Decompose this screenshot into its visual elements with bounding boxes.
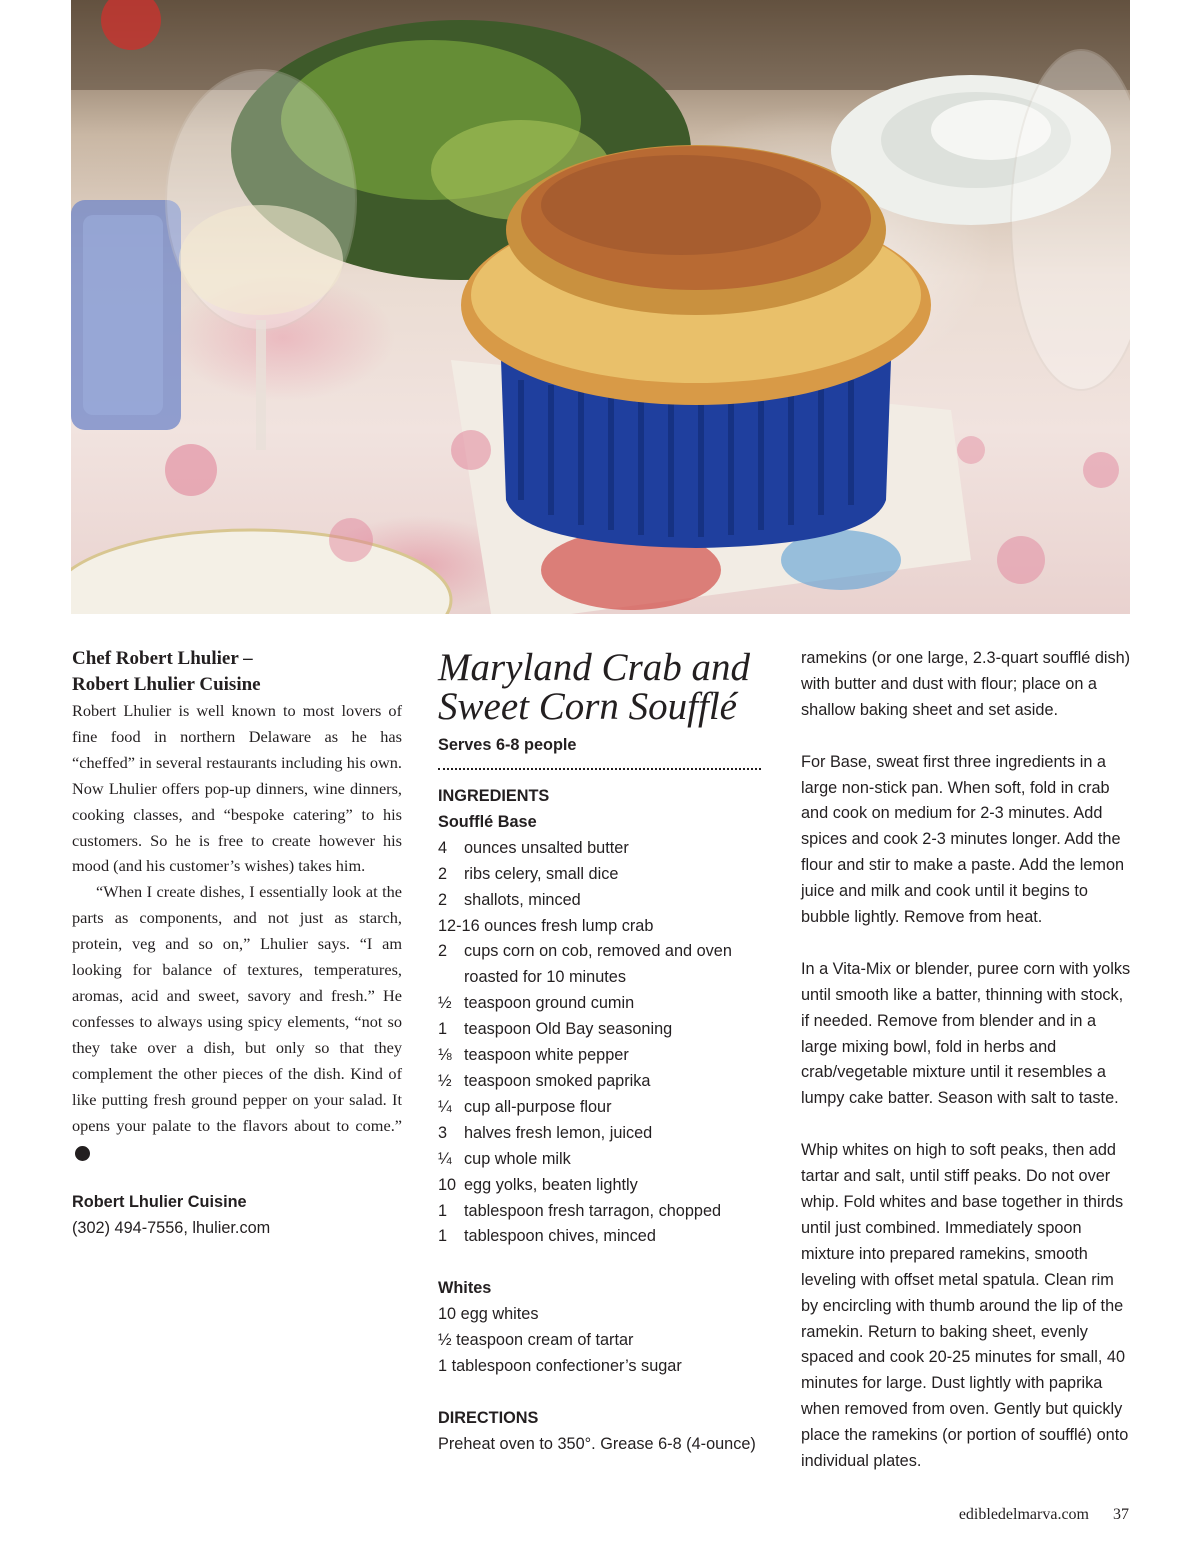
- ingredient-item: [438, 914, 763, 940]
- ingredient-item: [438, 1147, 763, 1173]
- souffle-base-heading: Soufflé Base: [438, 812, 537, 831]
- directions-column: [801, 646, 1131, 1501]
- ingredient-quantity: 2: [438, 890, 448, 909]
- ingredient-quantity: 4: [438, 838, 448, 857]
- chef-heading: [72, 646, 402, 698]
- ingredient-quantity: 1: [438, 1020, 448, 1039]
- souffle-illustration: [71, 0, 1130, 614]
- directions-heading: DIRECTIONS: [438, 1408, 539, 1427]
- ingredient-quantity: ½: [438, 1071, 452, 1090]
- ingredient-item: [438, 836, 763, 862]
- ingredient-text: ounces unsalted butter: [464, 838, 629, 857]
- chef-heading-line2: Robert Lhulier Cuisine: [72, 674, 261, 695]
- recipe-title: [438, 648, 763, 726]
- ingredient-text: egg yolks, beaten lightly: [464, 1175, 638, 1194]
- bio-paragraph-2: [72, 879, 402, 1164]
- ingredient-quantity: ¼: [438, 1097, 452, 1116]
- ingredient-item: [438, 1069, 763, 1095]
- ingredient-text: cups corn on cob, removed and oven roasted for 10 minutes: [464, 942, 732, 987]
- ingredient-text: halves fresh lemon, juiced: [464, 1123, 653, 1142]
- ingredient-quantity: 2: [438, 942, 448, 961]
- ingredient-quantity: ⅛: [438, 1046, 452, 1065]
- ingredient-text: cup all-purpose flour: [464, 1097, 612, 1116]
- ingredient-text: tablespoon chives, minced: [464, 1227, 656, 1246]
- direction-paragraph: For Base, sweat first three ingredients in a large non-stick pan. When soft, fold in crab and cook on medium for 2-3 minutes. Add spices and cook 2-3 minutes longer. Add the flour and stir to make a paste. Add the lemon juice and milk and cook until it begins to bubble lightly. Remove from heat.: [801, 752, 1125, 927]
- contact-info: (302) 494-7556, lhulier.com: [72, 1219, 271, 1238]
- ingredient-quantity: 10: [438, 1175, 457, 1194]
- whites-item: 1 tablespoon confectioner’s sugar: [438, 1356, 682, 1375]
- chef-bio: [72, 698, 402, 1164]
- directions-start: Preheat oven to 350°. Grease 6-8 (4-ounce): [438, 1434, 756, 1453]
- ingredient-text: cup whole milk: [464, 1149, 571, 1168]
- recipe-title-line1: Maryland Crab and: [438, 646, 750, 689]
- chef-profile-column: [72, 646, 402, 1242]
- ingredient-text: teaspoon Old Bay seasoning: [464, 1020, 673, 1039]
- footer-site: edibledelmarva.com: [958, 1506, 1089, 1523]
- recipe-title-line2: Sweet Corn Soufflé: [438, 685, 737, 728]
- contact-name: Robert Lhulier Cuisine: [72, 1193, 247, 1212]
- recipe-column: [438, 646, 763, 1458]
- ingredient-quantity: 3: [438, 1123, 448, 1142]
- chef-heading-line1: Chef Robert Lhulier –: [72, 648, 253, 669]
- ingredient-item: [438, 1121, 763, 1147]
- ingredient-item: [438, 862, 763, 888]
- ingredient-item: [438, 1043, 763, 1069]
- ingredient-text: teaspoon white pepper: [464, 1046, 629, 1065]
- ingredient-item: [438, 991, 763, 1017]
- direction-paragraph: ramekins (or one large, 2.3-quart soufflé dish) with butter and dust with flour; place on a shallow baking sheet and set aside.: [801, 649, 1131, 719]
- whites-item: ½ teaspoon cream of tartar: [438, 1331, 634, 1350]
- ingredient-item: [438, 1173, 763, 1199]
- direction-paragraph: Whip whites on high to soft peaks, then add tartar and salt, until stiff peaks. Do not over whip. Fold whites and base together in thirds until just combined. Immediately spoon mixture into prepared ramekins, smooth leveling with offset metal spatula. Clean rim by encircling with thumb around the lip of the ramekin. Return to baking sheet, evenly spaced and cook 20-25 minutes for small, 40 minutes for large. Dust lightly with paprika when removed from oven. Gently but quickly place the ramekins (or portion of soufflé) onto individual plates.: [801, 1141, 1129, 1471]
- page-footer: [959, 1505, 1129, 1525]
- dotted-divider: [438, 768, 761, 770]
- ingredient-quantity: 2: [438, 864, 448, 883]
- ingredient-quantity: 1: [438, 1227, 448, 1246]
- ingredient-item: [438, 1224, 763, 1250]
- whites-heading: Whites: [438, 1279, 492, 1298]
- ingredient-quantity: 1: [438, 1201, 448, 1220]
- contact-block: [72, 1190, 402, 1242]
- ingredient-quantity: ¼: [438, 1149, 452, 1168]
- whites-item: 10 egg whites: [438, 1305, 539, 1324]
- ingredient-text: teaspoon ground cumin: [464, 994, 635, 1013]
- ingredient-text: tablespoon fresh tarragon, chopped: [464, 1201, 722, 1220]
- ingredient-text: 12-16 ounces fresh lump crab: [438, 916, 654, 935]
- ingredient-item: [438, 939, 763, 991]
- ingredient-text: teaspoon smoked paprika: [464, 1071, 651, 1090]
- serves-line: Serves 6-8 people: [438, 736, 577, 754]
- ingredient-item: [438, 888, 763, 914]
- edible-end-mark-icon: e: [75, 1146, 90, 1161]
- bio-paragraph-2-text: “When I create dishes, I essentially look at the parts as components, and not just as starch, protein, veg and so on,” Lhulier says. “I am looking for balance of textures, temperatures, aromas, acid and sweet, savory and fresh.” He confesses to always using spicy elements, “not so they take over a dish, but only so that they complement the other pieces of the dish. Kind of like putting fresh ground pepper on your salad. It opens your palate to the flavors about to come.”: [72, 882, 402, 1135]
- ingredient-item: [438, 1095, 763, 1121]
- bio-paragraph-1: Robert Lhulier is well known to most lovers of fine food in northern Delaware as he has “cheffed” in several restaurants including his own. Now Lhulier offers pop-up dinners, wine dinners, cooking classes, and “bespoke catering” to his customers. So he is free to create however his mood (and his customer’s wishes) takes him.: [72, 701, 402, 876]
- ingredient-item: [438, 1199, 763, 1225]
- souffle-base-list: [438, 836, 763, 1251]
- page-number: 37: [1113, 1506, 1129, 1523]
- hero-photo: [71, 0, 1130, 614]
- direction-paragraph: In a Vita-Mix or blender, puree corn with yolks until smooth like a batter, thinning with stock, if needed. Remove from blender and in a large mixing bowl, fold in herbs and crab/vegetable mixture until it resembles a lumpy cake batter. Season with salt to taste.: [801, 959, 1131, 1108]
- whites-list: [438, 1302, 763, 1380]
- ingredient-text: ribs celery, small dice: [464, 864, 619, 883]
- ingredient-quantity: ½: [438, 994, 452, 1013]
- ingredient-item: [438, 1017, 763, 1043]
- ingredients-heading: INGREDIENTS: [438, 787, 550, 805]
- ingredient-text: shallots, minced: [464, 890, 581, 909]
